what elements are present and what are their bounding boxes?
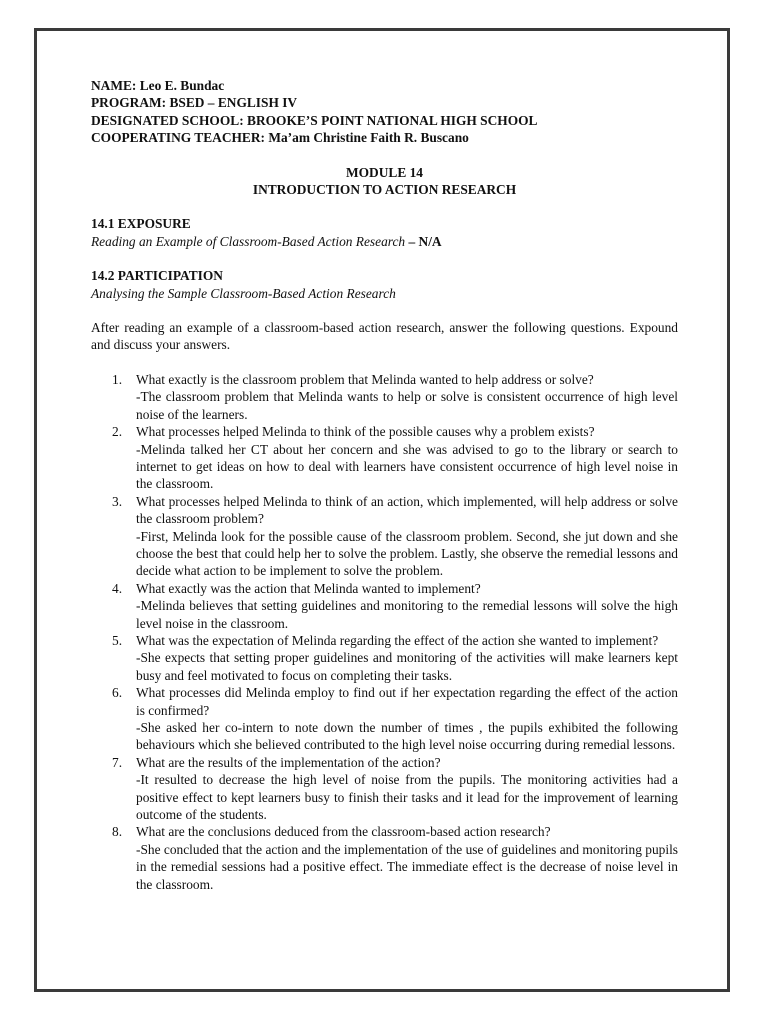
module-heading [91, 164, 678, 199]
section-exposure-subtitle [91, 233, 678, 250]
question-text: What processes helped Melinda to think of the possible causes why a problem exists? [136, 424, 595, 440]
question-text: What processes did Melinda employ to find out if her expectation regarding the effect of the action is confirmed? [136, 685, 678, 718]
question-item [91, 754, 678, 824]
question-item [91, 823, 678, 893]
question-text: What exactly is the classroom problem that Melinda wanted to help address or solve? [136, 371, 594, 387]
intro-paragraph: After reading an example of a classroom-based action research, answer the following questions. Expound and discuss your answers. [91, 320, 678, 353]
question-text: What are the conclusions deduced from the classroom-based action research? [136, 824, 551, 840]
question-number: 8. [112, 824, 123, 840]
question-number: 6. [112, 685, 123, 701]
program-label: PROGRAM: [91, 95, 167, 111]
answer-text: -First, Melinda look for the possible cause of the classroom problem. Second, she jut down and she choose the best that could help her to solve the problem. Lastly, she observe the remedial lessons and decide what action to be implement to solve the problem. [136, 528, 678, 579]
module-title: INTRODUCTION TO ACTION RESEARCH [252, 182, 517, 198]
exposure-subtitle-text: Reading an Example of Classroom-Based Action Research [91, 233, 406, 249]
question-item [91, 493, 678, 580]
question-text: What are the results of the implementation of the action? [136, 754, 441, 770]
section-exposure-heading: 14.1 EXPOSURE [91, 216, 191, 232]
question-item [91, 684, 678, 754]
answer-text: -It resulted to decrease the high level of noise from the pupils. The monitoring activities had a positive effect to kept learners busy to finish their tasks and it lead for the improvement of learning outcome of the students. [136, 772, 678, 823]
question-number: 2. [112, 424, 123, 440]
name-line [91, 77, 678, 94]
teacher-value: Ma’am Christine Faith R. Buscano [268, 130, 469, 146]
question-number: 5. [112, 632, 123, 648]
program-line [91, 94, 678, 111]
exposure-subtitle-na: – N/A [405, 233, 442, 249]
question-item [91, 423, 678, 493]
question-number: 7. [112, 754, 123, 770]
name-label: NAME: [91, 78, 137, 93]
answer-text: -The classroom problem that Melinda wants to help or solve is consistent occurrence of high level noise of the learners. [136, 389, 678, 422]
question-number: 1. [112, 371, 123, 387]
program-value: BSED – ENGLISH IV [169, 95, 298, 111]
answer-text: -Melinda talked her CT about her concern and she was advised to go to the library or search to internet to get ideas on how to deal with learners have consistent occurrence of high level noise in the classroom. [136, 441, 678, 492]
school-line [91, 112, 678, 129]
question-number: 4. [112, 580, 123, 596]
question-item [91, 580, 678, 632]
document-body [91, 77, 678, 906]
teacher-label: COOPERATING TEACHER: [91, 130, 265, 146]
question-list [91, 371, 678, 893]
answer-text: -She asked her co-intern to note down the number of times , the pupils exhibited the following behaviours which she believed contributed to the high level noise occurring during remedial lessons. [136, 720, 678, 753]
module-number: MODULE 14 [346, 164, 423, 180]
answer-text: -She expects that setting proper guidelines and monitoring of the activities will make learners kept busy and feel motivated to focus on completing their tasks. [136, 650, 678, 683]
question-number: 3. [112, 493, 123, 509]
question-text: What exactly was the action that Melinda wanted to implement? [136, 580, 481, 596]
answer-text: -Melinda believes that setting guidelines and monitoring to the remedial lessons will solve the high level noise in the classroom. [136, 598, 678, 631]
section-participation-subtitle: Analysing the Sample Classroom-Based Action Research [91, 285, 396, 301]
section-participation-heading: 14.2 PARTICIPATION [91, 268, 223, 284]
question-item [91, 371, 678, 423]
teacher-line [91, 129, 678, 146]
school-label: DESIGNATED SCHOOL: [91, 112, 244, 128]
question-text: What processes helped Melinda to think of an action, which implemented, will help address or solve the classroom problem? [136, 493, 678, 527]
question-text: What was the expectation of Melinda regarding the effect of the action she wanted to implement? [136, 632, 659, 648]
answer-text: -She concluded that the action and the implementation of the use of guidelines and monitoring pupils in the remedial sessions had a positive effect. The immediate effect is the decrease of noise level in the classroom. [136, 841, 678, 892]
school-value: BROOKE’S POINT NATIONAL HIGH SCHOOL [247, 112, 538, 128]
question-item [91, 632, 678, 684]
name-value: Leo E. Bundac [139, 78, 225, 93]
